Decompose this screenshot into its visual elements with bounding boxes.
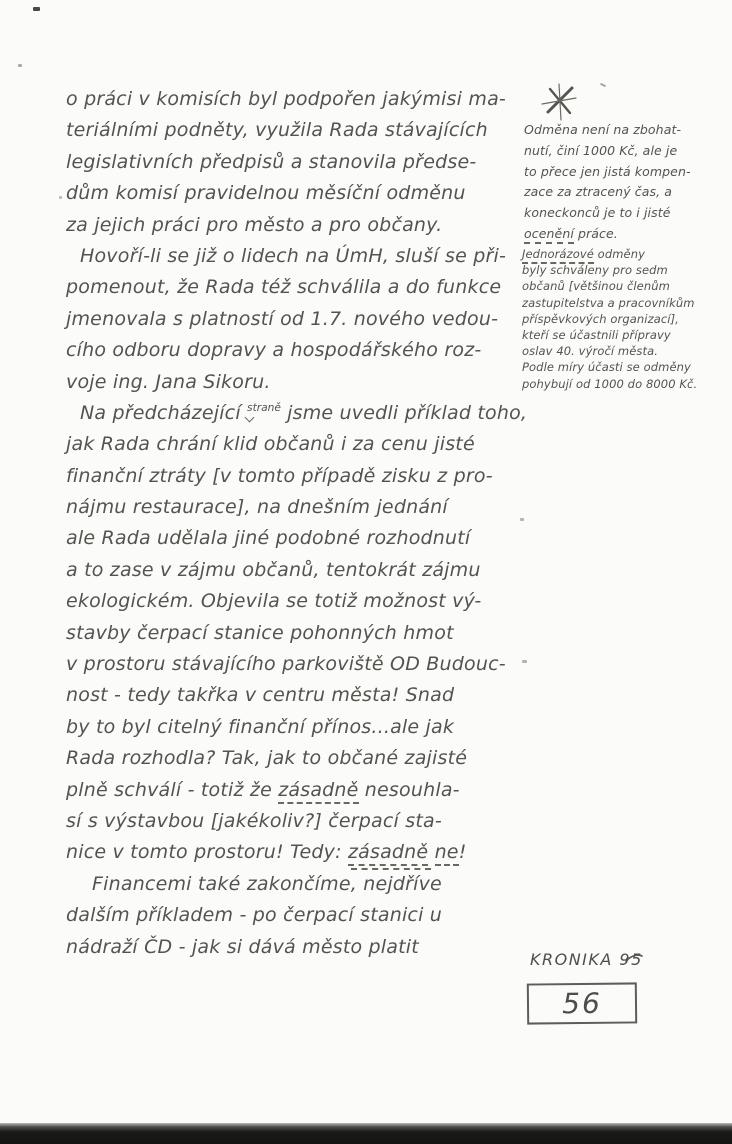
handwritten-line: [522, 327, 732, 343]
text-segment: teriálními podněty, využila Rada stávajících: [66, 119, 488, 142]
text-segment: jsme uvedli příklad toho,: [280, 401, 528, 424]
text-segment: práce.: [573, 225, 618, 241]
text-segment: pomenout, že Rada též schválila a do funkce: [66, 276, 502, 299]
text-segment: nájmu restaurace], na dnešním jednání: [66, 496, 448, 519]
text-segment: a to zase v zájmu občanů, tentokrát zájmu: [66, 558, 481, 581]
margin-note-one-time-rewards: [522, 246, 732, 392]
handwritten-line: [66, 837, 546, 868]
handwritten-line: [66, 492, 546, 523]
handwritten-line: [66, 398, 546, 429]
text-segment: zace za ztracený čas, a: [524, 184, 673, 200]
x-mark-icon: [540, 82, 584, 124]
handwritten-line: [522, 262, 732, 278]
handwritten-line: [66, 304, 546, 335]
text-segment: legislativních předpisů a stanovila předse-: [66, 150, 477, 173]
handwritten-line: [524, 203, 730, 224]
text-segment: zastupitelstva a pracovníkům: [522, 295, 695, 310]
text-segment: koneckonců je to i jisté: [524, 205, 671, 221]
text-segment: ne: [435, 841, 459, 866]
text-segment: stavby čerpací stanice pohonných hmot: [66, 621, 454, 644]
handwritten-line: [66, 712, 546, 743]
handwritten-line: [66, 586, 546, 617]
chronicle-label: KRONIKA 95: [530, 950, 643, 969]
text-segment: v prostoru stávajícího parkoviště OD Budouc-: [66, 653, 506, 676]
handwritten-line: [66, 523, 546, 554]
handwritten-line: [522, 359, 732, 375]
text-segment: ekologickém. Objevila se totiž možnost vý-: [66, 590, 482, 613]
handwritten-line: [522, 246, 732, 262]
handwritten-line: [66, 272, 546, 303]
text-segment: Jednorázové: [522, 247, 594, 264]
text-segment: nutí, činí 1000 Kč, ale je: [524, 142, 678, 158]
text-segment: Podle míry účasti se odměny: [522, 360, 691, 375]
handwritten-line: [66, 680, 546, 711]
text-segment: voje ing. Jana Sikoru.: [66, 370, 271, 393]
text-segment: Rada rozhodla? Tak, jak to občané zajisté: [66, 747, 468, 770]
handwritten-line: [524, 182, 730, 203]
text-segment: !: [458, 841, 467, 864]
scan-speck: [600, 83, 606, 87]
text-segment: sí s výstavbou [jakékoliv?] čerpací sta-: [66, 809, 442, 832]
handwritten-line: [524, 141, 730, 162]
text-segment: zásadně: [278, 779, 358, 804]
text-segment: Odměna není na zbohat-: [524, 122, 682, 137]
pen-flourish: [625, 948, 643, 958]
text-segment: pohybují od 1000 do 8000 Kč.: [522, 376, 698, 391]
text-segment: ale Rada udělala jiné podobné rozhodnutí: [66, 527, 471, 550]
handwritten-line: [522, 278, 732, 294]
main-handwritten-text: [66, 84, 546, 963]
text-segment: o práci v komisích byl podpořen jakýmisi ma-: [66, 88, 506, 110]
text-segment: nesouhla-: [358, 778, 460, 801]
text-segment: za jejich práci pro město a pro občany.: [66, 213, 443, 236]
text-segment: dalším příkladem - po čerpací stanici u: [66, 904, 443, 927]
text-segment: byly schváleny pro sedm: [522, 263, 668, 278]
handwritten-line: [66, 806, 546, 837]
handwritten-line: [66, 869, 546, 900]
text-segment: Financemi také zakončíme, nejdříve: [92, 872, 442, 895]
page-number-box: [527, 982, 637, 1024]
text-segment: kteří se účastnili přípravy: [522, 327, 671, 342]
text-segment: finanční ztráty [v tomto případě zisku z pro-: [66, 464, 493, 487]
handwritten-line: [66, 367, 546, 398]
text-segment: příspěvkových organizací],: [522, 311, 679, 326]
handwritten-line: [66, 932, 546, 963]
handwritten-line: [66, 900, 546, 931]
handwritten-line: [524, 162, 730, 183]
handwritten-line: [66, 555, 546, 586]
text-segment: jak Rada chrání klid občanů i za cenu jisté: [66, 433, 475, 456]
handwritten-line: [522, 311, 732, 327]
text-segment: cího odboru dopravy a hospodářského roz-: [66, 339, 482, 362]
text-segment: plně schválí - totiž že: [66, 778, 279, 801]
handwritten-line: [66, 210, 546, 241]
text-segment: dům komisí pravidelnou měsíční odměnu: [66, 182, 466, 205]
scan-speck: [59, 196, 62, 199]
handwritten-line: [522, 376, 732, 392]
handwritten-line: [66, 743, 546, 774]
handwritten-line: [66, 649, 546, 680]
handwritten-line: [66, 84, 546, 115]
text-segment: to přece jen jistá kompen-: [524, 163, 691, 179]
handwritten-line: [524, 224, 730, 245]
handwritten-line: [66, 618, 546, 649]
text-segment: jmenovala s platností od 1.7. nového vedou-: [66, 307, 499, 330]
text-segment: oslav 40. výročí města.: [522, 344, 659, 359]
handwritten-line: [66, 115, 546, 146]
handwritten-line: [66, 461, 546, 492]
text-segment: zásadně: [348, 841, 428, 866]
handwritten-line: [66, 429, 546, 460]
handwritten-line: [522, 343, 732, 359]
handwritten-line: [524, 120, 730, 141]
text-segment: Na předcházející: [80, 401, 248, 424]
text-segment: nost - tedy takřka v centru města! Snad: [66, 684, 455, 707]
text-segment: ocenění: [524, 226, 574, 244]
page-number: 56: [562, 986, 602, 1021]
text-segment: občanů [většinou členům: [522, 279, 670, 294]
handwritten-line: [66, 335, 546, 366]
handwritten-line: [66, 178, 546, 209]
handwritten-line: [66, 147, 546, 178]
text-segment: nice v tomto prostoru! Tedy:: [66, 841, 348, 864]
margin-note-remuneration: [524, 120, 730, 245]
text-segment: [428, 841, 434, 863]
text-segment: odměny: [593, 247, 645, 261]
scan-speck: [33, 7, 40, 11]
text-segment: straně: [247, 400, 281, 414]
text-segment: by to byl citelný finanční přínos...ale jak: [66, 715, 455, 738]
handwritten-line: [66, 241, 546, 272]
scan-edge-band: [0, 1123, 732, 1144]
handwritten-line: [66, 775, 546, 806]
handwritten-line: [522, 295, 732, 311]
text-segment: Hovoří-li se již o lidech na ÚmH, sluší se při-: [80, 244, 506, 267]
scan-speck: [18, 64, 22, 67]
text-segment: nádraží ČD - jak si dává město platit: [66, 935, 419, 958]
